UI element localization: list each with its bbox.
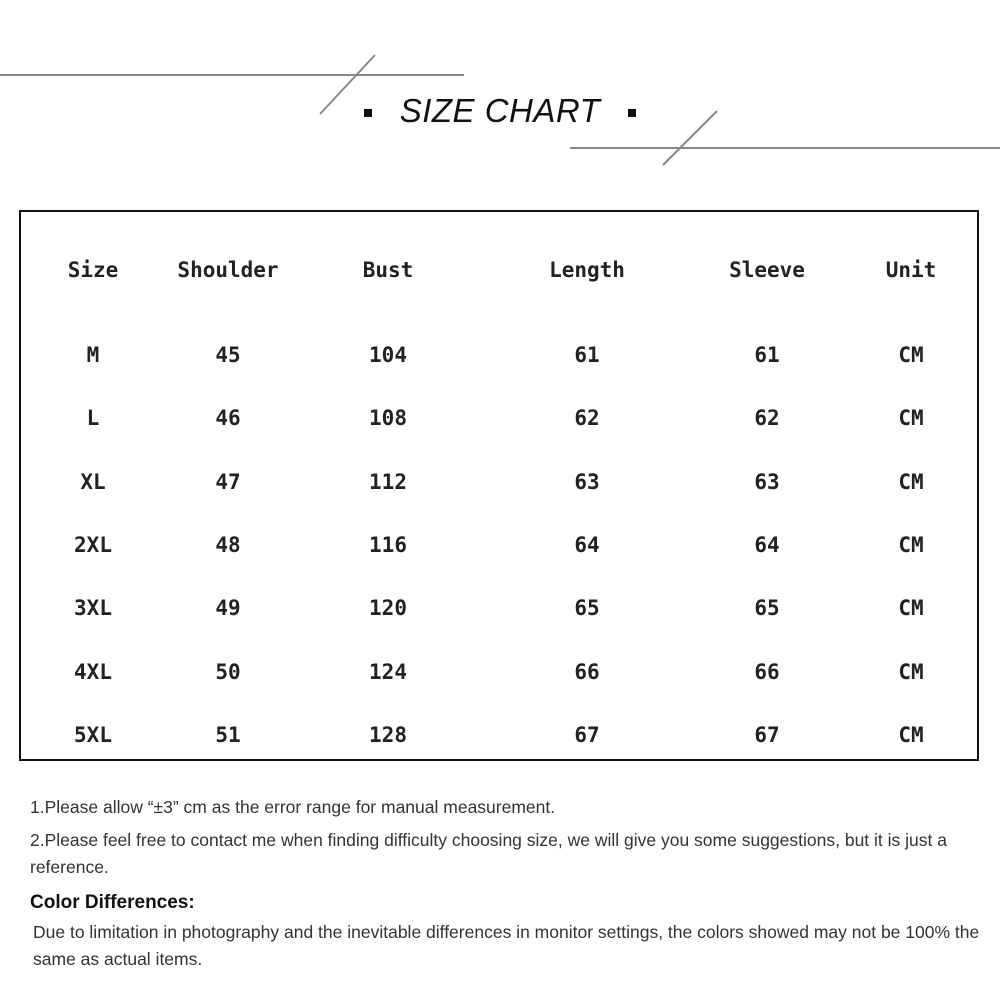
table-cell-shoulder: 47 xyxy=(215,470,241,494)
table-cell-sleeve: 61 xyxy=(754,343,780,367)
table-cell-sleeve: 64 xyxy=(754,533,780,557)
table-cell-size: L xyxy=(86,406,100,430)
column-header-size: Size xyxy=(67,258,119,282)
table-cell-bust: 116 xyxy=(369,533,407,557)
table-cell-unit: CM xyxy=(898,660,924,684)
table-cell-length: 61 xyxy=(574,343,600,367)
column-header-sleeve: Sleeve xyxy=(729,258,805,282)
table-cell-unit: CM xyxy=(898,343,924,367)
table-cell-shoulder: 51 xyxy=(215,723,241,747)
table-cell-length: 67 xyxy=(574,723,600,747)
table-cell-bust: 104 xyxy=(369,343,407,367)
right-square-bullet xyxy=(628,109,636,117)
table-cell-bust: 120 xyxy=(369,596,407,620)
table-cell-shoulder: 46 xyxy=(215,406,241,430)
table-cell-unit: CM xyxy=(898,470,924,494)
column-header-unit: Unit xyxy=(885,258,937,282)
table-cell-shoulder: 48 xyxy=(215,533,241,557)
table-cell-sleeve: 62 xyxy=(754,406,780,430)
table-cell-shoulder: 49 xyxy=(215,596,241,620)
table-cell-unit: CM xyxy=(898,723,924,747)
table-cell-length: 62 xyxy=(574,406,600,430)
table-cell-bust: 124 xyxy=(369,660,407,684)
table-cell-length: 63 xyxy=(574,470,600,494)
header-decoration xyxy=(0,0,1000,180)
table-cell-bust: 108 xyxy=(369,406,407,430)
table-cell-size: 3XL xyxy=(74,596,112,620)
table-cell-length: 64 xyxy=(574,533,600,557)
table-cell-unit: CM xyxy=(898,533,924,557)
table-cell-unit: CM xyxy=(898,596,924,620)
table-cell-size: 4XL xyxy=(74,660,112,684)
table-cell-shoulder: 50 xyxy=(215,660,241,684)
column-header-shoulder: Shoulder xyxy=(177,258,279,282)
column-header-length: Length xyxy=(549,258,625,282)
table-cell-length: 65 xyxy=(574,596,600,620)
table-cell-size: 5XL xyxy=(74,723,112,747)
title-row xyxy=(0,92,1000,130)
table-cell-size: 2XL xyxy=(74,533,112,557)
color-differences-title: Color Differences: xyxy=(30,892,195,913)
table-cell-size: XL xyxy=(80,470,106,494)
page-title: SIZE CHART xyxy=(399,92,601,129)
table-cell-shoulder: 45 xyxy=(215,343,241,367)
note-error-range: 1.Please allow “±3” cm as the error range for manual measurement. xyxy=(30,797,556,817)
table-cell-sleeve: 65 xyxy=(754,596,780,620)
color-differences-text: Due to limitation in photography and the inevitable differences in monitor settings, the colors showed may not be 100% the same as actual items. xyxy=(33,922,980,969)
left-square-bullet xyxy=(364,109,372,117)
notes-section xyxy=(30,794,985,973)
table-cell-unit: CM xyxy=(898,406,924,430)
table-cell-sleeve: 66 xyxy=(754,660,780,684)
note-contact: 2.Please feel free to contact me when finding difficulty choosing size, we will give you some suggestions, but it is just a reference. xyxy=(30,830,947,877)
table-cell-length: 66 xyxy=(574,660,600,684)
table-cell-size: M xyxy=(86,343,100,367)
column-header-bust: Bust xyxy=(362,258,414,282)
table-cell-sleeve: 63 xyxy=(754,470,780,494)
table-cell-bust: 128 xyxy=(369,723,407,747)
table-cell-sleeve: 67 xyxy=(754,723,780,747)
table-cell-bust: 112 xyxy=(369,470,407,494)
size-table xyxy=(19,210,979,761)
